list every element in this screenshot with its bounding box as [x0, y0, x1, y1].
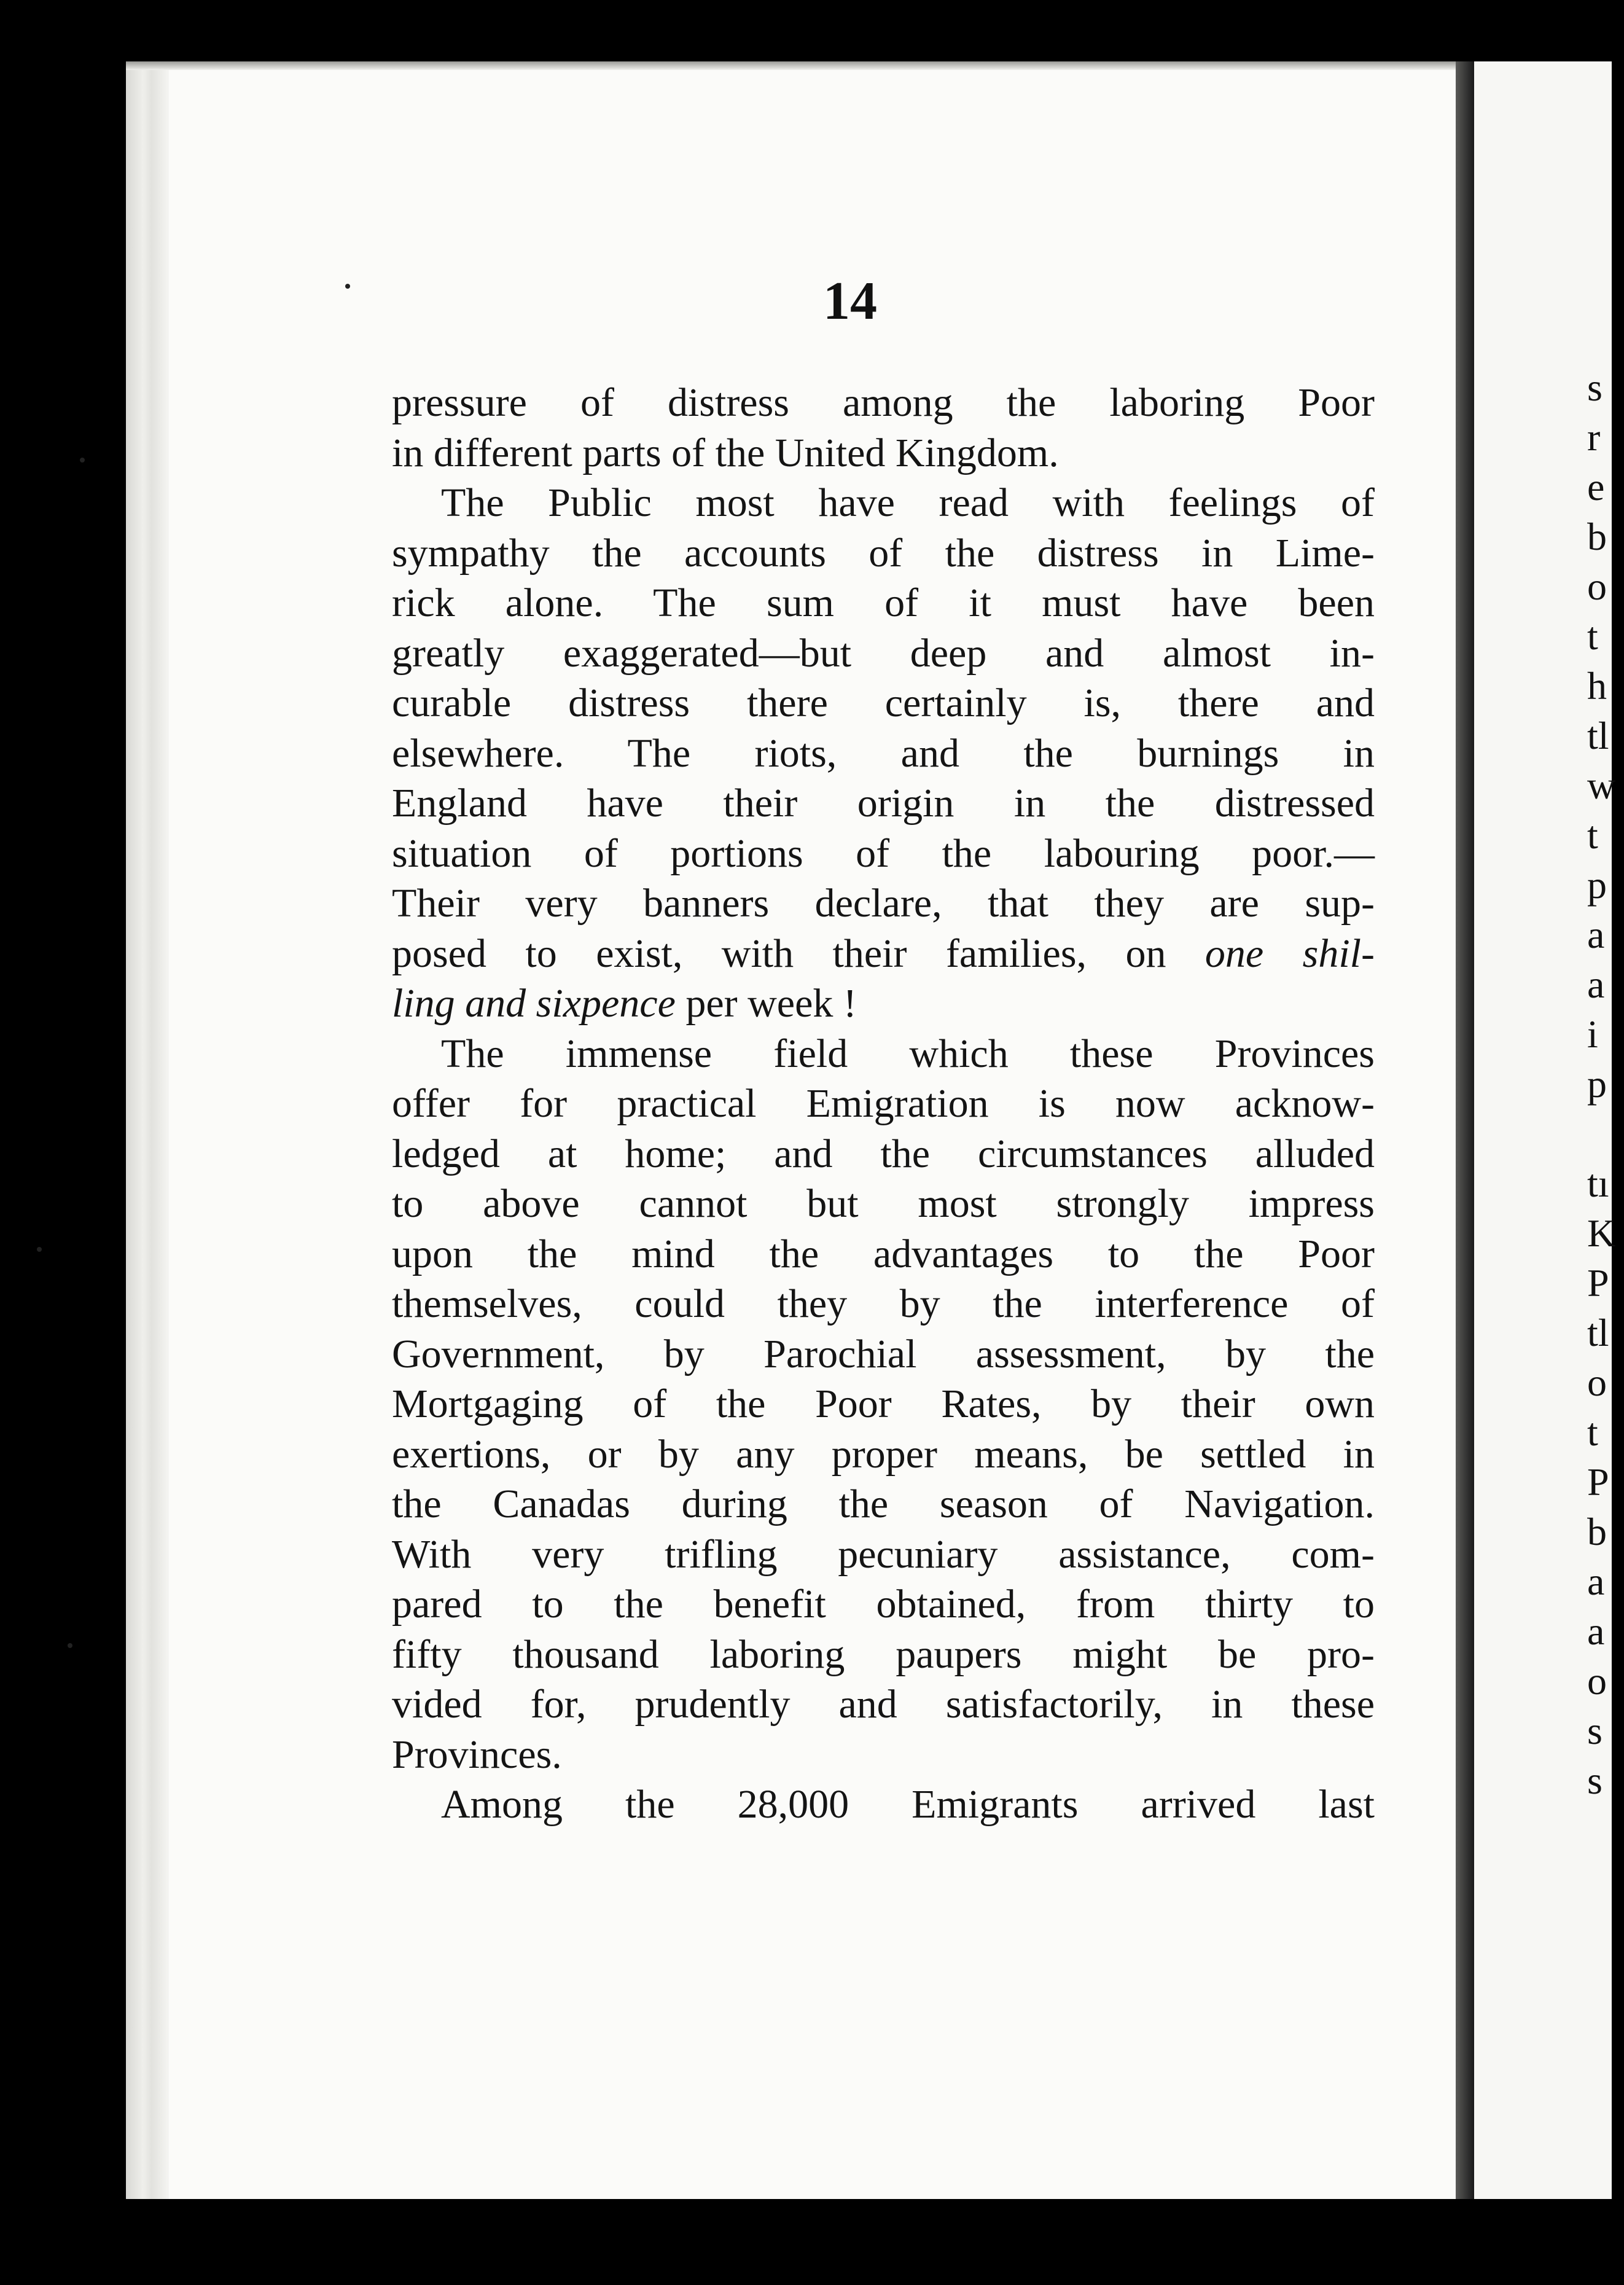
facing-line-fragment: t [1587, 1410, 1598, 1454]
italic-run: ling and sixpence [392, 981, 676, 1026]
facing-line-fragment: a [1587, 1609, 1605, 1653]
paragraph-1 [392, 378, 1375, 478]
text-line: vided for, prudently and satisfactorily, in these [392, 1682, 1375, 1727]
facing-line-fragment: t [1587, 813, 1598, 857]
paragraph-4 [392, 1779, 1375, 1830]
facing-line-fragment: s [1587, 1759, 1603, 1802]
text-line: England have their origin in the distressed [392, 781, 1375, 826]
text-line: exertions, or by any proper means, be settled in [392, 1431, 1375, 1477]
facing-line-fragment [1587, 1109, 1624, 1158]
facing-line-fragment: s [1587, 365, 1603, 409]
text-line: rick alone. The sum of it must have been [392, 580, 1375, 625]
scan-speck [37, 1247, 42, 1252]
text-run: per week ! [675, 981, 857, 1026]
text-line: in different parts of the United Kingdom. [392, 430, 1059, 475]
facing-line-fragment: h [1587, 664, 1607, 708]
text-line: ledged at home; and the circumstances alluded [392, 1131, 1375, 1176]
text-line: the Canadas during the season of Navigation. [392, 1482, 1375, 1526]
book-spine [1456, 61, 1474, 2199]
text-line [392, 978, 1375, 1029]
facing-line-fragment: a [1587, 913, 1605, 956]
text-line: offer for practical Emigration is now acknow- [392, 1081, 1375, 1126]
paragraph-3 [392, 1029, 1375, 1780]
text-line: pressure of distress among the laboring Poor [392, 380, 1375, 425]
text-line: Government, by Parochial assessment, by the [392, 1331, 1375, 1377]
facing-line-fragment: p [1587, 863, 1607, 907]
facing-line-fragment: i [1587, 1012, 1598, 1056]
text-line: Their very banners declare, that they are sup- [392, 881, 1375, 926]
facing-line-fragment: K [1587, 1211, 1616, 1255]
italic-run: one shil- [1204, 931, 1375, 976]
paragraph-2 [392, 478, 1375, 1029]
facing-line-fragment: b [1587, 515, 1607, 558]
page-body [392, 378, 1375, 1830]
text-line: Among the 28,000 Emigrants arrived last [441, 1782, 1375, 1827]
facing-line-fragment: s [1587, 1709, 1603, 1752]
facing-line-fragment: o [1587, 1361, 1607, 1404]
facing-line-fragment: b [1587, 1510, 1607, 1553]
text-line: themselves, could they by the interference of [392, 1281, 1375, 1326]
facing-line-fragment: e [1587, 465, 1605, 509]
facing-line-fragment: tı [1587, 1162, 1609, 1205]
page-number: 14 [823, 271, 877, 331]
facing-line-fragment: r [1587, 415, 1601, 459]
facing-line-fragment: a [1587, 1560, 1605, 1603]
text-line: Provinces. [392, 1732, 562, 1777]
facing-line-fragment: tl [1587, 714, 1609, 757]
facing-line-fragment: P [1587, 1460, 1609, 1504]
text-line: to above cannot but most strongly impress [392, 1181, 1375, 1226]
facing-line-fragment: t [1587, 614, 1598, 658]
text-line: upon the mind the advantages to the Poor [392, 1231, 1375, 1276]
facing-line-fragment: P [1587, 1261, 1609, 1305]
facing-page-text [1587, 362, 1624, 1805]
text-line: sympathy the accounts of the distress in Lime- [392, 530, 1375, 576]
text-run: posed to exist, with their families, on [392, 931, 1205, 976]
facing-line-fragment: o [1587, 564, 1607, 608]
text-line: fifty thousand laboring paupers might be pro- [392, 1631, 1375, 1677]
scan-speck [68, 1643, 72, 1648]
facing-line-fragment: o [1587, 1659, 1607, 1703]
text-line [392, 929, 1375, 979]
scan-speck [345, 284, 350, 289]
page-top-edge [126, 61, 1468, 70]
page-edge [126, 61, 169, 2199]
text-line: curable distress there certainly is, there and [392, 681, 1375, 725]
text-line: The Public most have read with feelings of [441, 480, 1375, 525]
text-line: pared to the benefit obtained, from thirty to [392, 1582, 1375, 1627]
text-line: Mortgaging of the Poor Rates, by their own [392, 1381, 1375, 1426]
facing-line-fragment: a [1587, 963, 1605, 1006]
facing-line-fragment: tl [1587, 1311, 1609, 1354]
scan-speck [80, 458, 85, 463]
text-line: The immense field which these Provinces [441, 1031, 1375, 1076]
text-line: elsewhere. The riots, and the burnings in [392, 730, 1375, 776]
text-line: greatly exaggerated—but deep and almost in- [392, 630, 1375, 676]
facing-line-fragment: p [1587, 1062, 1607, 1106]
facing-line-fragment: w [1587, 764, 1616, 807]
text-line: situation of portions of the labouring poor.— [392, 830, 1375, 876]
text-line: With very trifling pecuniary assistance, com- [392, 1531, 1375, 1577]
